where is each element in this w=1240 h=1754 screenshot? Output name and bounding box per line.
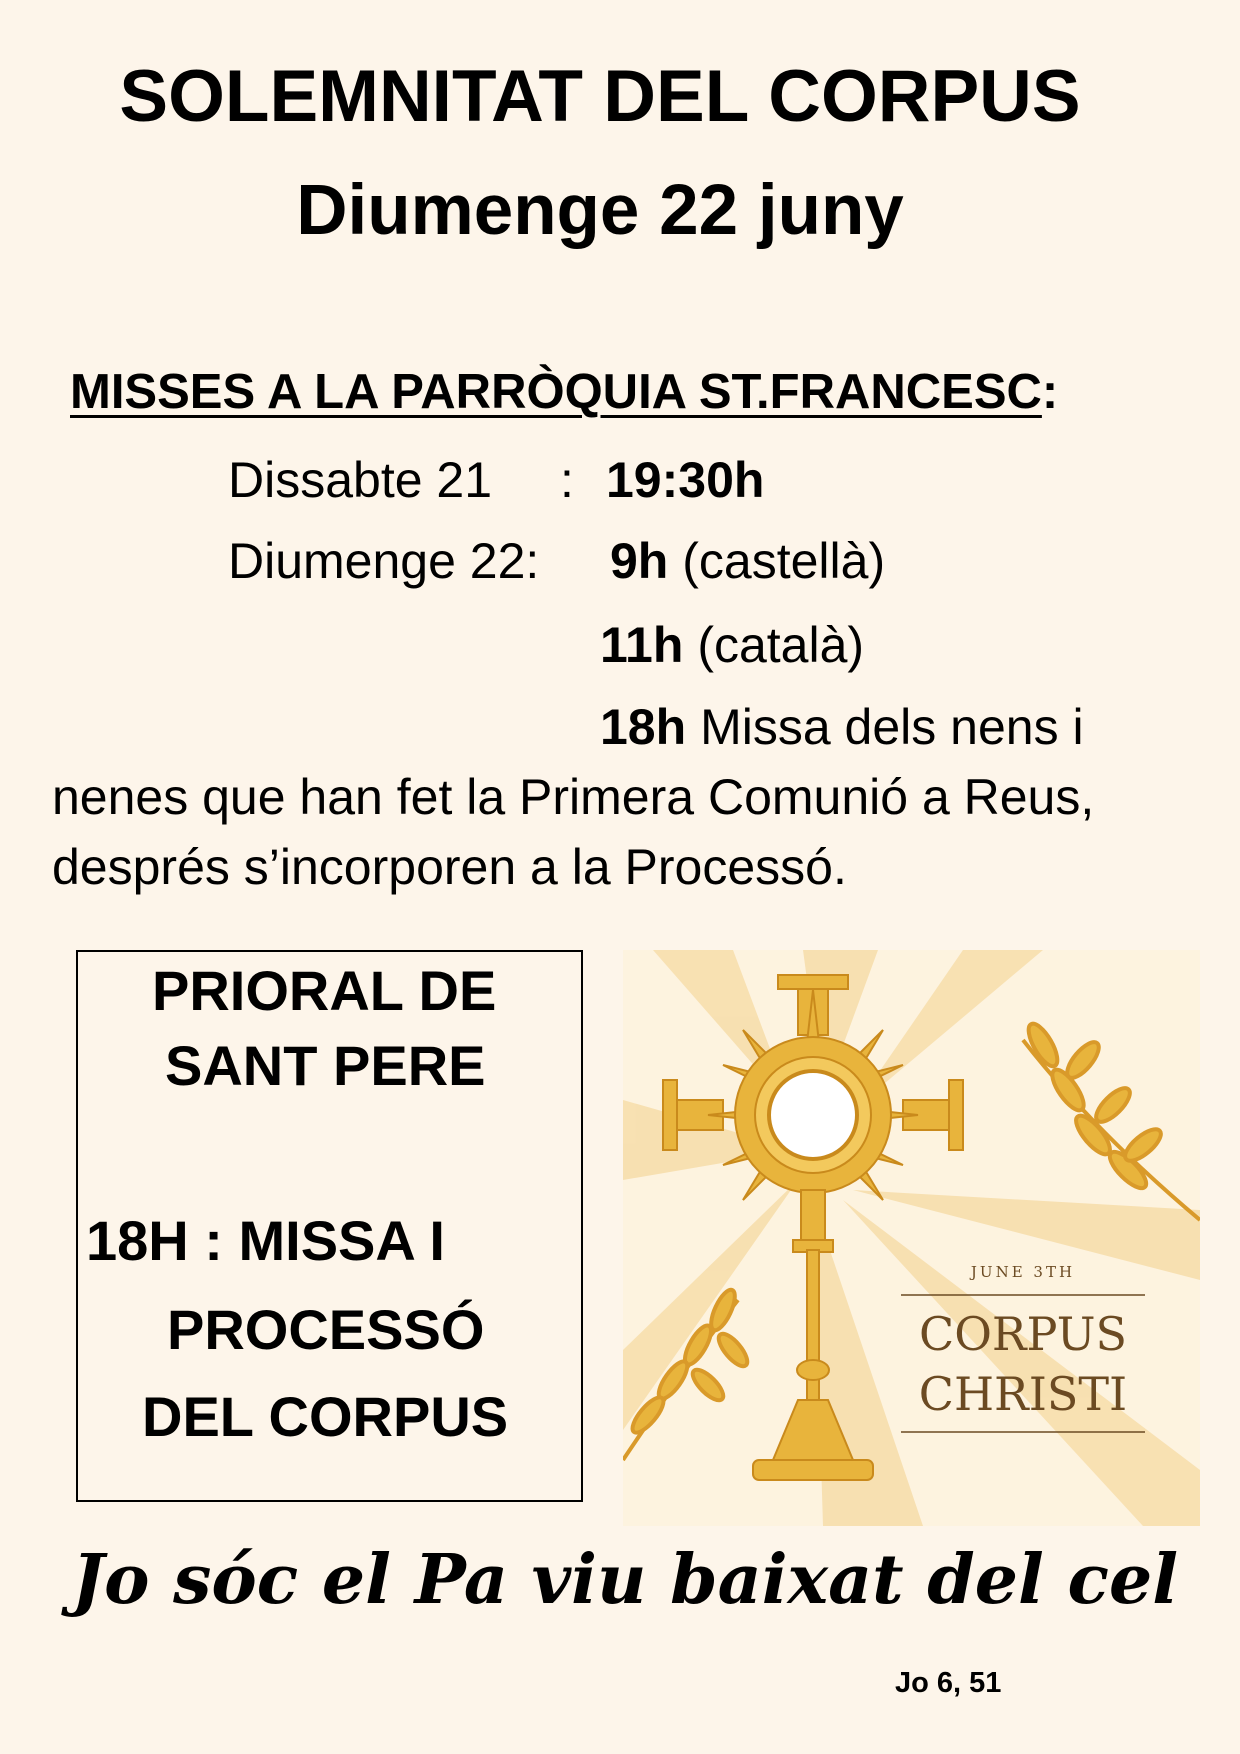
page-title: SOLEMNITAT DEL CORPUS [119,56,1081,137]
schedule-sunday-mass-3 [600,699,1084,755]
bible-citation: Jo 6, 51 [895,1667,1002,1699]
box-line-2: SANT PERE [165,1034,486,1097]
schedule-sunday-mass-2 [600,617,865,673]
box-line-5: DEL CORPUS [142,1385,509,1448]
mass-3-note-line3: després s’incorporen a la Processó. [52,839,847,895]
section-heading [70,364,1058,420]
mass-3-note-line2: nenes que han fet la Primera Comunió a Reus, [52,769,1095,825]
section-heading-text: MISSES A LA PARRÒQUIA ST.FRANCESC [70,365,1042,419]
schedule-sunday-day: Diumenge 22: [228,533,540,589]
mass-2-note: (català) [697,617,865,673]
mass-1-time: 9h [610,533,669,589]
mass-2-time: 11h [600,617,684,673]
schedule-sunday-mass-1 [610,533,886,589]
mass-1-note: (castellà) [682,533,886,589]
schedule-saturday-day: Dissabte 21 [228,452,493,508]
schedule-saturday-separator: : [560,452,574,508]
page-subtitle: Diumenge 22 juny [296,171,904,250]
artwork-title-line1: CORPUS [919,1307,1127,1361]
motto: Jo sóc el Pa viu baixat del cel [71,1540,1179,1620]
mass-3-time: 18h [600,699,687,755]
artwork-title-line2: CHRISTI [918,1367,1128,1421]
corpus-christi-illustration [623,950,1200,1526]
mass-3-note: Missa dels nens i [700,699,1084,755]
schedule-saturday-time: 19:30h [606,452,765,508]
section-heading-colon: : [1041,365,1059,419]
box-line-4: PROCESSÓ [167,1298,485,1361]
box-line-3: 18H : MISSA I [86,1209,445,1272]
artwork-date: JUNE 3TH [970,1263,1076,1281]
box-line-1: PRIORAL DE [152,959,497,1022]
